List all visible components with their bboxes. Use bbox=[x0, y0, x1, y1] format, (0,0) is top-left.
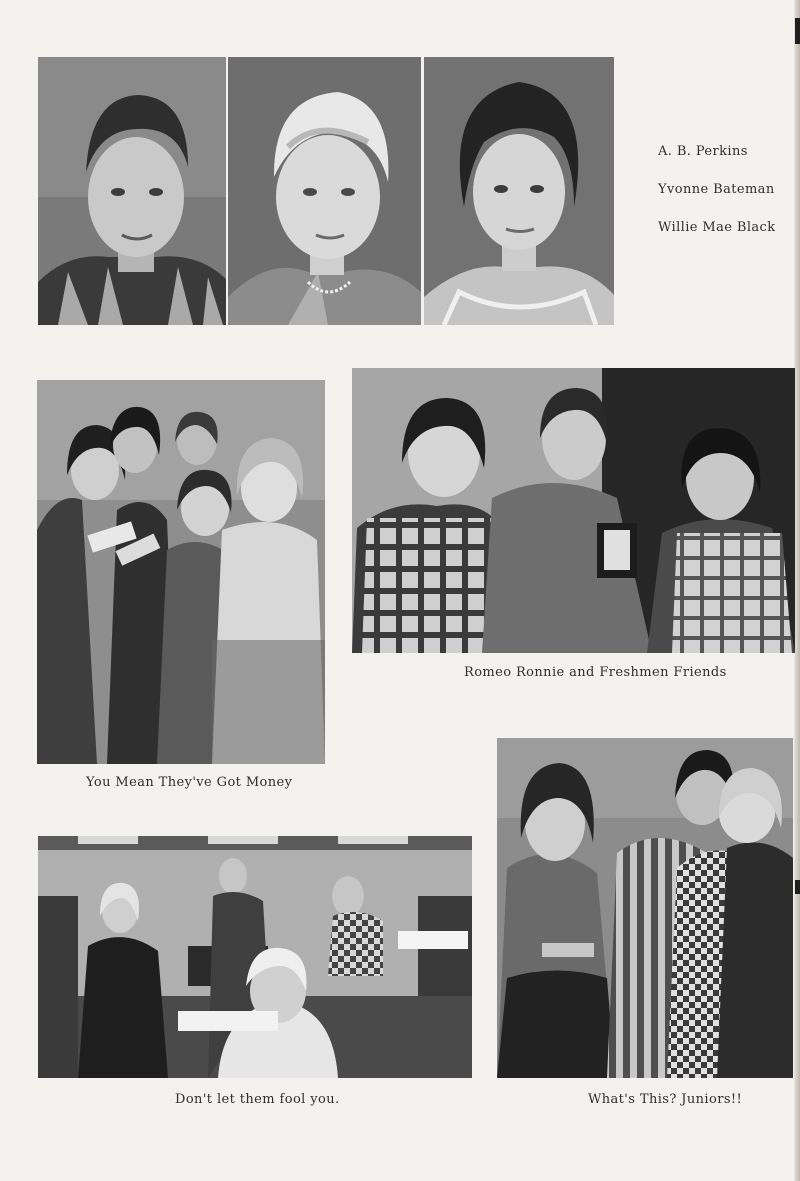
edge-mark bbox=[795, 880, 800, 894]
portrait-name-2: Yvonne Bateman bbox=[658, 182, 775, 197]
caption-romeo: Romeo Ronnie and Freshmen Friends bbox=[464, 665, 727, 680]
portrait-name-1: A. B. Perkins bbox=[658, 144, 748, 159]
caption-juniors: What's This? Juniors!! bbox=[588, 1092, 743, 1107]
portrait-photo-3 bbox=[424, 57, 614, 325]
caption-money: You Mean They've Got Money bbox=[86, 775, 293, 790]
caption-fool: Don't let them fool you. bbox=[175, 1092, 340, 1107]
group-photo-romeo bbox=[352, 368, 795, 653]
classroom-photo bbox=[38, 836, 472, 1078]
portrait-photo-2 bbox=[228, 57, 421, 325]
edge-mark bbox=[795, 18, 800, 44]
portrait-photo-1 bbox=[38, 57, 226, 325]
portrait-name-3: Willie Mae Black bbox=[658, 220, 776, 235]
portrait-names bbox=[658, 143, 776, 257]
juniors-photo bbox=[497, 738, 793, 1078]
group-photo-money bbox=[37, 380, 325, 764]
